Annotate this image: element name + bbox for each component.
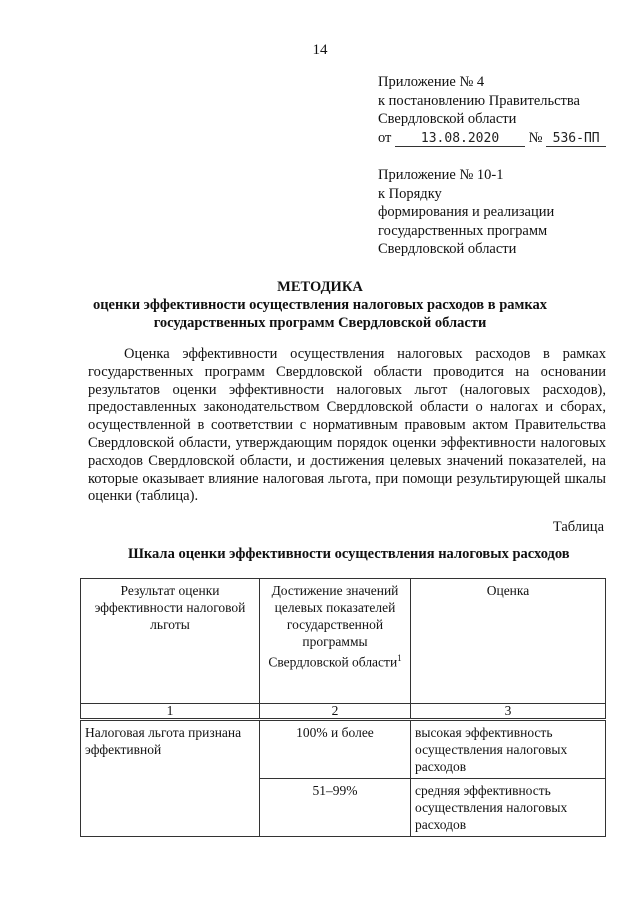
appendix-line: к постановлению Правительства [378,92,580,109]
appendix-line: формирования и реализации [378,204,555,220]
header-cell: Оценка [411,579,606,704]
table-title: Шкала оценки эффективности осуществления налоговых расходов [128,546,570,562]
number-prefix: № [528,129,543,146]
table-label: Таблица [552,519,604,535]
appendix-date-line [378,129,606,148]
title-line: государственных программ Свердловской области [153,315,487,331]
appendix-line: к Порядку [378,185,442,202]
date-prefix: от [378,129,392,146]
header-text: Достижение значений целевых показателей государственной программы Свердловской области [268,583,399,670]
title-line: МЕТОДИКА [277,279,363,295]
document-number: 536-ПП [546,131,606,147]
body-paragraph: Оценка эффективности осуществления налоговых расходов в рамках государственных программ Свердловской области проводится на основании результатов оценки эффективности налоговых льгот (налоговых расходов), предоставленных законодательством Свердловской области о налогах и сборах, осуществленной в соответствии с нормативным правовым актом Правительства Свердловской области, утверждающим порядок оценки эффективности налоговых расходов Свердловской области, и достижения целевых значений показателей, на которые оказывает влияние налоговая льгота, при помощи результирующей шкалы оценки (таблица). [88,346,606,505]
document-date: 13.08.2020 [395,131,525,147]
column-number: 1 [81,704,260,720]
footnote-marker: 1 [397,653,402,663]
column-number: 3 [411,704,606,720]
appendix-line: Приложение № 10-1 [378,167,504,183]
appendix-line: государственных программ [378,222,548,239]
appendix-line: Приложение № 4 [378,74,485,90]
achievement-cell: 51–99% [260,779,411,837]
result-cell: Налоговая льгота признана эффективной [81,720,260,837]
score-cell: средняя эффективность осуществления налоговых расходов [411,779,606,837]
document-title [0,278,640,332]
evaluation-table [80,578,606,837]
header-cell [260,579,411,704]
table-header-row [81,579,606,704]
achievement-cell: 100% и более [260,720,411,779]
appendix-line: Свердловской области [378,241,517,257]
score-cell: высокая эффективность осуществления налоговых расходов [411,720,606,779]
column-number: 2 [260,704,411,720]
appendix-block [378,73,606,259]
title-line: оценки эффективности осуществления налоговых расходов в рамках [92,297,548,313]
header-cell: Результат оценки эффективности налоговой льготы [81,579,260,704]
table-row [81,720,606,779]
page-number: 14 [312,42,328,58]
appendix-line: Свердловской области [378,111,517,127]
column-number-row [81,704,606,720]
